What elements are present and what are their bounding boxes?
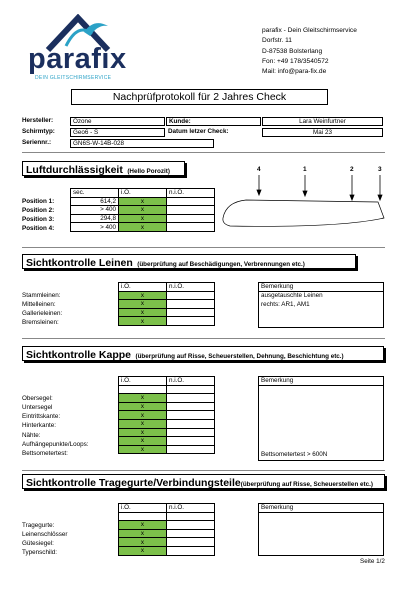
seriennr-label: Seriennr.: [22,139,52,146]
col-nio: n.i.O. [167,283,215,292]
col-nio: n.i.O. [167,504,215,513]
logo-brand: parafix [28,43,127,75]
table-row [119,402,215,411]
spacer-cell [119,512,167,521]
seriennr-value: GN6S-W-14B-028 [73,140,124,147]
nio-cell [167,529,215,538]
arrow-icon [257,175,261,195]
header-divider [22,152,385,153]
hersteller-label: Hersteller: [22,117,54,124]
schirmtyp-value: Geo6 - S [73,129,99,136]
position-label: Position 3: [22,216,55,224]
document-title [71,89,328,105]
kunde-label: Kunde: [169,118,191,125]
io-mark: x [119,291,167,300]
io-mark: x [119,206,167,215]
section-divider [22,338,385,339]
spacer-cell [167,385,215,394]
check-item-label: Bremsleinen: [22,319,59,327]
kappe-remark-box [258,376,384,461]
check-item-label: Gallerieleinen: [22,310,63,318]
trage-table [118,503,215,556]
check-item-label: Bettsometertest: [22,449,68,457]
kappe-section-header [22,346,384,361]
remark-header: Bemerkung [259,283,383,292]
hersteller-value: Ozone [73,118,92,125]
nio-cell [167,394,215,403]
table-header-row [119,377,215,386]
io-mark: x [119,300,167,309]
nio-cell [167,300,215,309]
address-line: D-87538 Bolsterlang [262,47,323,55]
remark-line: ausgetauschte Leinen [261,292,323,299]
table-header-row [119,504,215,513]
nio-cell [167,223,215,232]
table-row [119,291,215,300]
table-row [71,214,215,223]
col-nio: n.i.O. [167,377,215,386]
io-mark: x [119,538,167,547]
table-row [119,411,215,420]
schirmtyp-label: Schirmtyp: [22,128,55,135]
check-item-label: Aufhängepunkte/Loops: [22,440,89,448]
diagram-number: 3 [378,166,382,173]
table-row [71,197,215,206]
io-mark: x [119,308,167,317]
leinen-section-header [22,254,356,269]
io-mark: x [119,394,167,403]
io-mark: x [119,317,167,326]
check-item-label: Leinenschlösser [22,531,68,539]
datum-label: Datum letzer Check: [168,128,229,135]
remark-header: Bemerkung [259,377,383,386]
table-row [119,308,215,317]
check-item-label: Untersegel [22,404,53,412]
remark-header: Bemerkung [259,504,383,513]
address-line: Fon: +49 178/3540572 [262,57,329,65]
col-nio: n.i.O. [167,189,215,198]
table-row [119,546,215,555]
address-line: parafix - Dein Gleitschirmservice [262,27,357,34]
luft-value: 294,8 [71,214,119,223]
luft-value: 614,2 [71,197,119,206]
check-item-label: Nähte: [22,431,41,439]
col-sec: sec. [71,189,119,198]
datum-field [262,128,383,137]
nio-cell [167,206,215,215]
address-line: Dorfstr. 11 [262,37,292,45]
leinen-subtitle: (überprüfung auf Beschädigungen, Verbrennungen etc.) [137,261,305,268]
seriennr-field [70,139,214,148]
logo-tagline: DEIN GLEITSCHIRMSERVICE [35,75,112,81]
trage-title: Sichtkontrolle Tragegurte/Verbindungsteile [26,477,241,489]
io-mark: x [119,411,167,420]
table-row [119,445,215,454]
nio-cell [167,419,215,428]
nio-cell [167,291,215,300]
address-line: Mail: info@para-fix.de [262,68,327,76]
position-label: Position 2: [22,207,55,215]
schirmtyp-field [70,128,165,137]
io-mark: x [119,223,167,232]
table-row [119,317,215,326]
table-row [119,385,215,394]
kunde-field [262,117,383,126]
luft-section-header [22,161,185,176]
kappe-table [118,376,215,454]
position-label: Position 4: [22,225,55,233]
leinen-remark-box [258,282,384,328]
luft-subtitle: (Hello Porozit) [127,168,170,175]
nio-cell [167,197,215,206]
col-io: i.O. [119,283,167,292]
nio-cell [167,402,215,411]
io-mark: x [119,428,167,437]
arrow-icon [303,175,307,196]
io-mark: x [119,546,167,555]
trage-subtitle: (überprüfung auf Risse, Scheuerstellen etc.) [240,481,373,488]
check-item-label: Gütesiegel: [22,540,54,548]
io-mark: x [119,402,167,411]
luft-value: > 400 [71,223,119,232]
arrow-icon [378,175,382,200]
table-header-row [71,189,215,198]
document-title-text: Nachprüfprotokoll für 2 Jahres Check [112,91,287,103]
nio-cell [167,411,215,420]
io-mark: x [119,419,167,428]
trage-row-labels [22,521,68,558]
table-row [119,428,215,437]
nio-cell [167,214,215,223]
table-row [119,437,215,446]
nio-cell [167,445,215,454]
nio-cell [167,428,215,437]
trage-section-header [22,474,385,489]
section-divider [22,470,385,471]
io-mark: x [119,214,167,223]
col-io: i.O. [119,504,167,513]
leinen-title: Sichtkontrolle Leinen [26,257,133,269]
table-row [119,300,215,309]
arrow-icon [350,175,354,200]
leinen-table [118,282,215,326]
nio-cell [167,437,215,446]
company-address [262,26,357,77]
col-io: i.O. [119,377,167,386]
nio-cell [167,538,215,547]
check-item-label: Typenschild: [22,549,58,557]
wing-profile-diagram [218,160,388,240]
nio-cell [167,308,215,317]
io-mark: x [119,521,167,530]
table-row [119,419,215,428]
wing-profile-shape [223,200,384,226]
check-item-label: Stammleinen: [22,292,61,299]
parafix-logo [28,14,138,84]
diagram-number: 4 [257,166,261,173]
io-mark: x [119,197,167,206]
io-mark: x [119,445,167,454]
kunde-value: Lara Weinfurtner [299,118,346,125]
luft-table [70,188,215,232]
hersteller-field [70,117,165,126]
spacer-cell [167,512,215,521]
table-header-row [119,283,215,292]
page-number: Seite 1/2 [360,558,385,565]
table-row [119,521,215,530]
table-row [119,394,215,403]
kappe-row-labels [22,394,89,458]
datum-value: Mai 23 [313,129,332,136]
table-row [119,538,215,547]
position-label: Position 1: [22,198,55,205]
col-io: i.O. [119,189,167,198]
remark-line: rechts: AR1, AM1 [261,300,310,308]
luft-value: > 400 [71,206,119,215]
io-mark: x [119,437,167,446]
leinen-row-labels [22,291,62,328]
check-item-label: Obersegel: [22,395,53,402]
check-item-label: Hinterkante: [22,422,56,430]
table-row [119,529,215,538]
check-item-label: Eintrittskante: [22,413,61,421]
nio-cell [167,317,215,326]
check-item-label: Tragegurte: [22,522,55,529]
luft-row-labels [22,197,54,234]
table-row [71,223,215,232]
table-row [71,206,215,215]
section-divider [22,247,385,248]
diagram-number: 2 [350,166,354,173]
diagram-number: 1 [303,166,307,173]
nio-cell [167,521,215,530]
spacer-cell [119,385,167,394]
trage-remark-box [258,503,384,556]
io-mark: x [119,529,167,538]
kappe-title: Sichtkontrolle Kappe [26,349,132,361]
nio-cell [167,546,215,555]
kappe-subtitle: (überprüfung auf Risse, Scheuerstellen, Dehnung, Beschichtung etc.) [135,353,344,360]
luft-title: Luftdurchlässigkeit [26,164,123,176]
check-item-label: Mittelleinen: [22,301,56,309]
remark-line: Bettsometertest > 600N [261,450,328,458]
table-row [119,512,215,521]
kunde-label-box [166,117,261,126]
